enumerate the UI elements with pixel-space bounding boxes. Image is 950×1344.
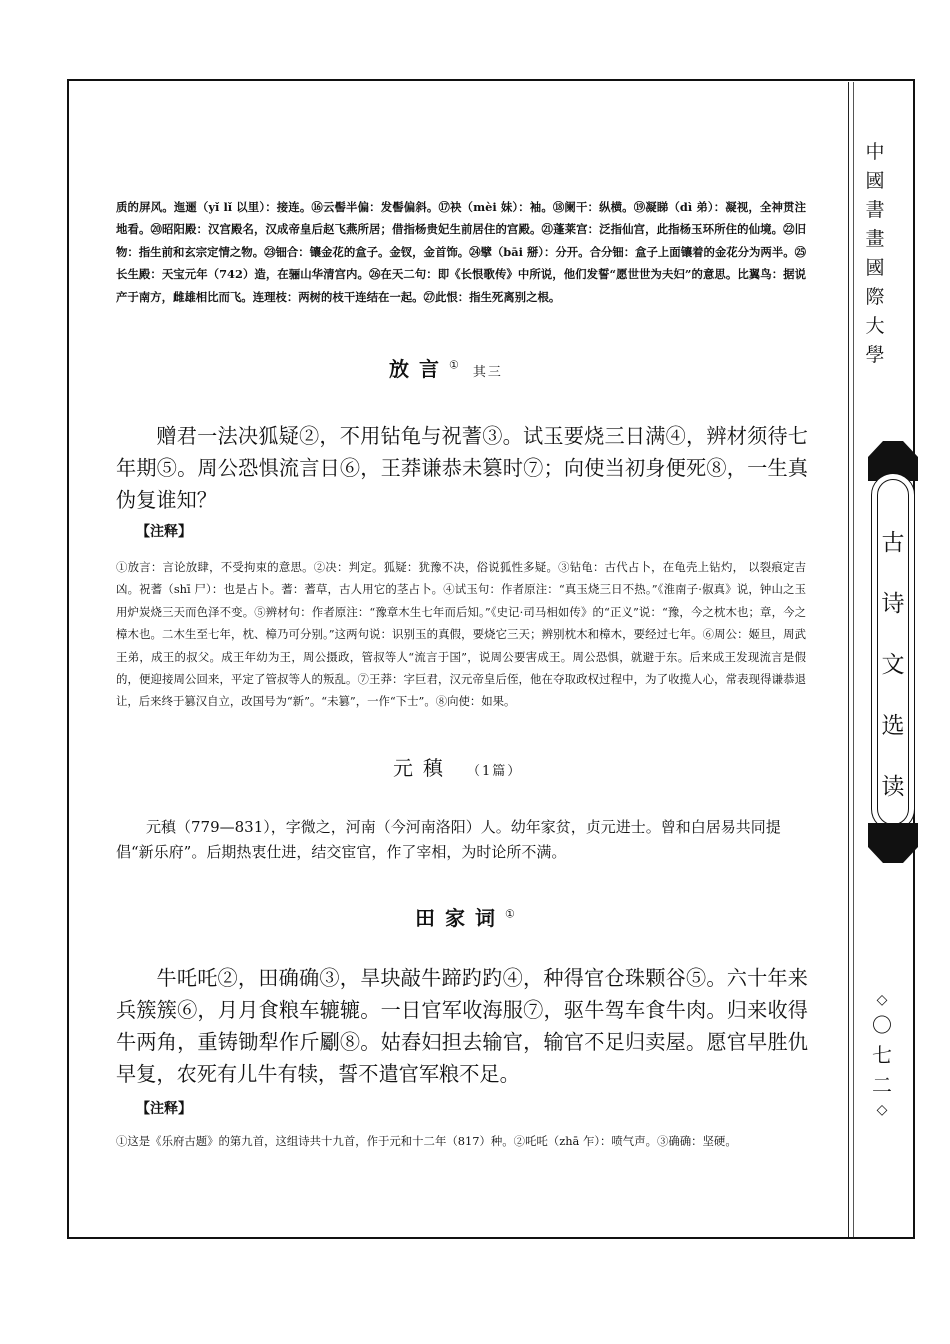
sidebar-divider [848,82,849,1237]
poem2-text: 牛吒吒②，田确确③，旱块敲牛蹄趵趵④，种得官仓珠颗谷⑤。六十年来兵簇簇⑥，月月食粮车辘辘。一日官军收海服⑦，驱牛驾车食牛肉。归来收得牛两角，重铸锄犁作斤劚⑧。姑舂妇担去输官，输官不足归卖屋。愿官早胜仇早复，农死有儿牛有犊，誓不遣官军粮不足。 [116,966,808,1086]
banner-char: 文 [881,652,905,678]
author-name: 元稹 [393,756,453,780]
poem1-title-mark: ① [449,358,459,372]
diamond-icon: ◇ [876,1102,888,1118]
poem2-notes-label: 【注释】 [136,1101,192,1117]
poem2-notes: ①这是《乐府古题》的第九首，这组诗共十九首，作于元和十二年（817）种。②吒吒（zhā 乍）：喷气声。③确确：坚硬。 [116,1134,737,1148]
poem1-title-wrap [389,353,503,382]
brand-char: 畫 [865,228,885,250]
poem2-title-wrap [415,902,515,931]
brand-char: 學 [865,344,885,366]
brand-char: 國 [865,170,885,192]
page-digit: 二 [872,1073,892,1097]
banner-char: 读 [881,774,905,800]
banner-cap-bottom [868,823,918,863]
poem1-notes-label: 【注释】 [136,524,192,540]
diamond-icon: ◇ [876,992,888,1008]
banner-char: 诗 [881,591,905,617]
page-number [862,990,902,1120]
page-digit: 七 [872,1043,892,1067]
sidebar-divider-inner [853,82,854,1237]
poem2-title: 田家词 [415,906,505,930]
section-banner [868,441,918,863]
poem1-subtitle: 其三 [472,365,503,380]
top-notes: 质的屏风。迤逦（yǐ lǐ 以里）：接连。⑯云髻半偏：发髻偏斜。⑰袂（mèi 妹）：袖。⑱阑干：纵横。⑲凝睇（dì 弟）：凝视，全神贯注地看。⑳昭阳殿：汉宫殿名，汉成帝皇后赵飞燕所居；借指杨贵妃生前居住的宫殿。㉑蓬莱宫：泛指仙宫，此指杨玉环所住的仙境。㉒旧物：指生前和玄宗定情之物。㉓钿合：镶金花的盒子。金钗，金首饰。㉔擘（bāi 掰）：分开。合分钿：盒子上面镶着的金花分为两半。㉕长生殿：天宝元年（742）造，在骊山华清宫内。㉖在天二句：即《长恨歌传》中所说，他们发誓“愿世世为夫妇”的意思。比翼鸟：据说产于南方，雌雄相比而飞。连理枝：两树的枝干连结在一起。㉗此恨：指生死离别之根。 [116,200,806,304]
author-bio: 元稹（779—831），字微之，河南（今河南洛阳）人。幼年家贫，贞元进士。曾和白居易共同提倡“新乐府”。后期热衷仕进，结交宦官，作了宰相，为时论所不满。 [116,818,781,861]
brand-char: 大 [865,315,885,337]
brand-char: 書 [865,199,885,221]
brand-char: 中 [865,141,885,163]
banner-char: 选 [881,713,905,739]
banner-title [868,513,918,818]
page-digit: 〇 [872,1013,892,1037]
brand-char: 國 [865,257,885,279]
poem2-title-mark: ① [505,907,515,921]
poem1-title: 放言 [389,357,449,381]
poem1-text: 赠君一法决狐疑②，不用钻龟与祝蓍③。试玉要烧三日满④，辨材须待七年期⑤。周公恐惧流言日⑥，王莽谦恭未篡时⑦；向使当初身便死⑧，一生真伪复谁知？ [116,424,808,512]
brand-char: 際 [865,286,885,308]
sidebar-brand [860,138,890,370]
banner-char: 古 [881,530,905,556]
author-count: （1篇） [467,764,523,779]
poem1-notes: ①放言：言论放肆，不受拘束的意思。②决：判定。狐疑：犹豫不决，俗说狐性多疑。③钻龟：古代占卜，在龟壳上钻灼， 以裂痕定吉凶。祝蓍（shī 尸）：也是占卜。蓍：蓍草，古人用它的茎占卜。④试玉句：作者原注：“真玉烧三日不热。”《淮南子·俶真》说，钟山之玉用炉炭烧三天而色泽不变。⑤辨材句：作者原注：“豫章木生七年而后知。”《史记·司马相如传》的“正义”说：“豫，今之枕木也；章，今之樟木也。二木生至七年，枕、樟乃可分别。”这两句说：识别玉的真假，要烧它三天；辨别枕木和樟木，要经过七年。⑥周公：姬旦，周武王弟，成王的叔父。成王年幼为王，周公摄政，管叔等人“流言于国”，说周公要害成王。周公恐惧，就避于东。后来成王发现流言是假的，便迎接周公回来，平定了管叔等人的叛乱。⑦王莽：字巨君，汉元帝皇后侄，他在夺取政权过程中，为了收揽人心，常表现得谦恭退让，后来终于篡汉自立，改国号为“新”。“未篡”，一作“下士”。⑧向使：如果。 [116,560,806,709]
author-heading [393,752,522,781]
